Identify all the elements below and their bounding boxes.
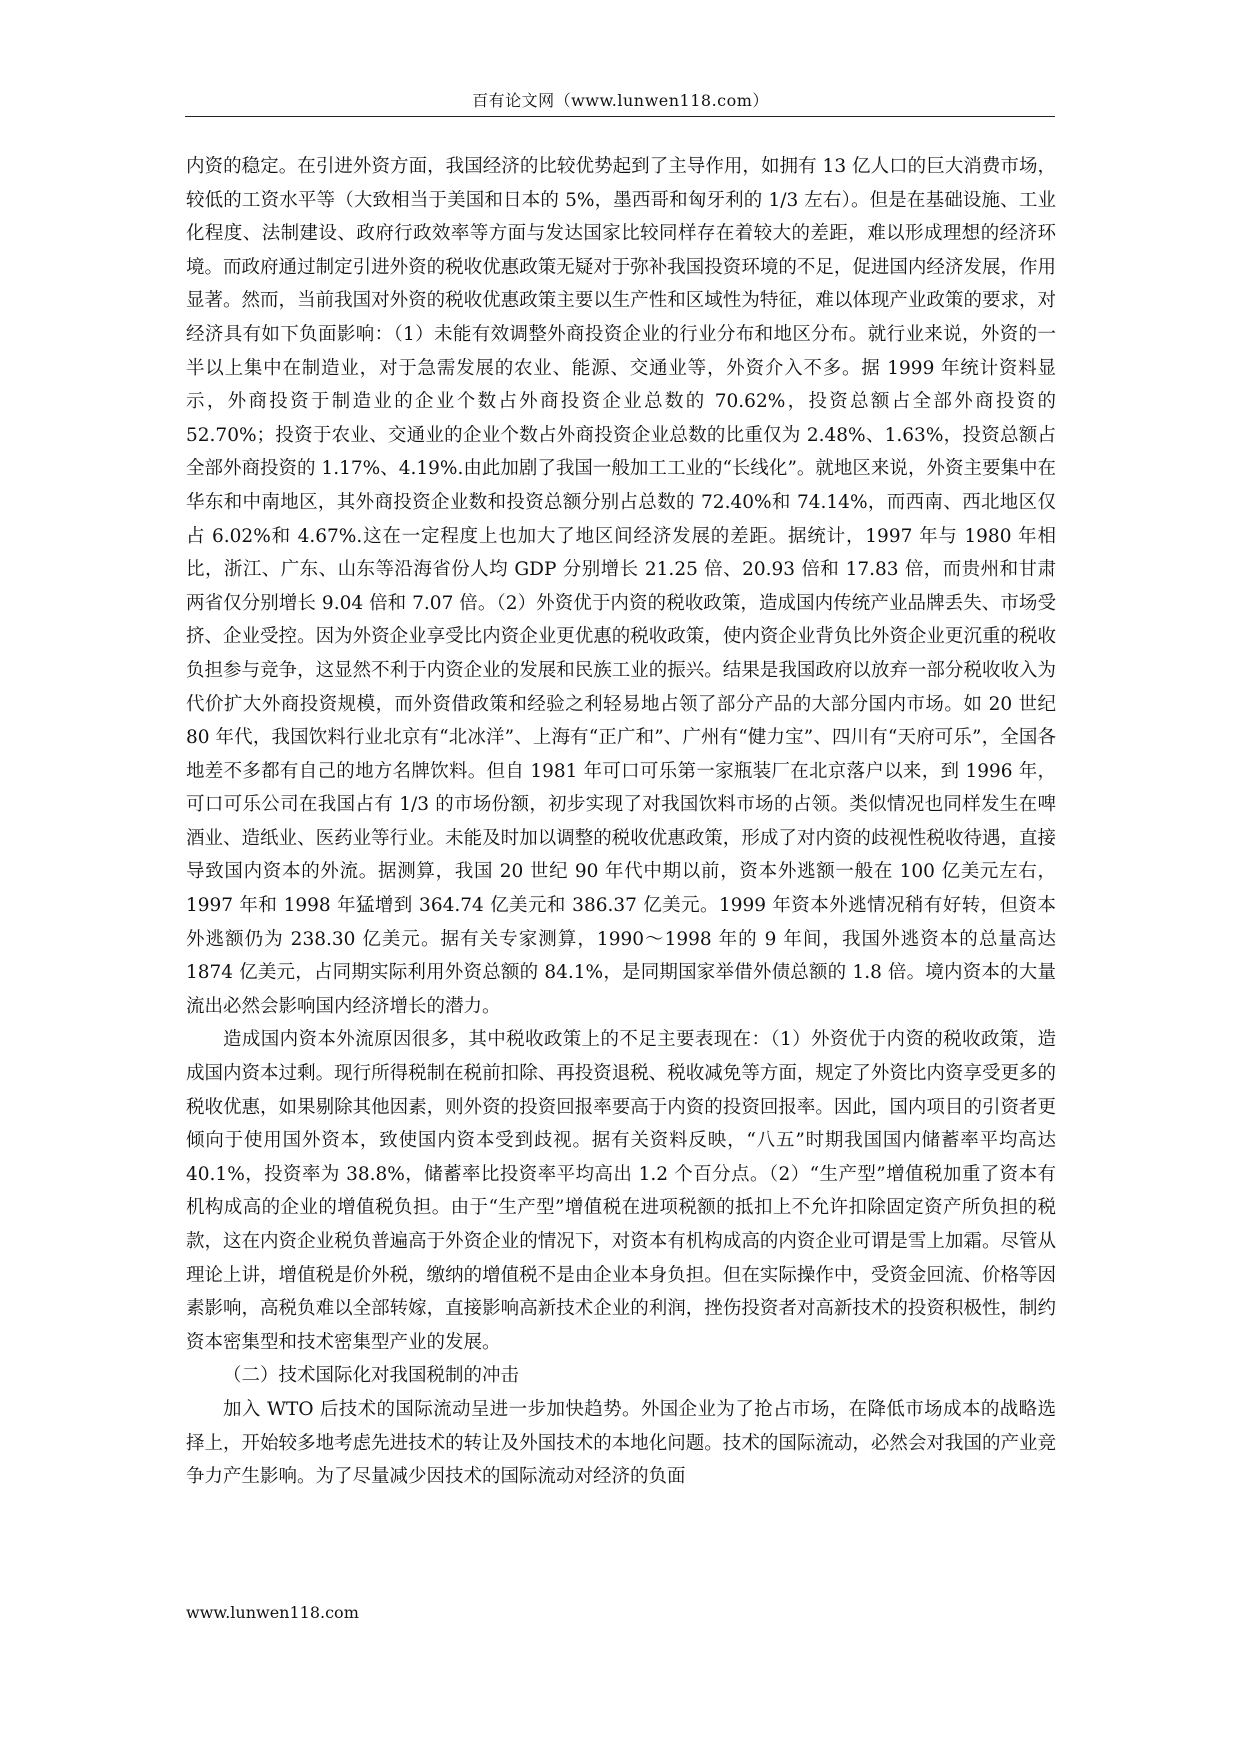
footer-url: www.lunwen118.com	[186, 1603, 359, 1622]
page-header	[0, 88, 1241, 111]
page-footer	[186, 1603, 359, 1622]
paragraph-technology: 加入 WTO 后技术的国际流动呈进一步加快趋势。外国企业为了抢占市场，在降低市场成本的战略选择上，开始较多地考虑先进技术的转让及外国技术的本地化问题。技术的国际流动，必然会对我国的产业竞争力产生影响。为了尽量减少因技术的国际流动对经济的负面	[186, 1398, 1056, 1488]
section-heading: （二）技术国际化对我国税制的冲击	[223, 1365, 520, 1387]
paragraph-capital-outflow: 造成国内资本外流原因很多，其中税收政策上的不足主要表现在：（1）外资优于内资的税收政策，造成国内资本过剩。现行所得税制在税前扣除、再投资退税、税收减免等方面，规定了外资比内资享受更多的税收优惠，如果剔除其他因素，则外资的投资回报率要高于内资的投资回报率。因此，国内项目的引资者更倾向于使用国外资本，致使国内资本受到歧视。据有关资料反映，“八五”时期我国国内储蓄率平均高达 40.1%，投资率为 38.8%，储蓄率比投资率平均高出 1.2 个百分点。（2）“生产型”增值税加重了资本有机构成高的企业的增值税负担。由于“生产型”增值税在进项税额的抵扣上不允许扣除固定资产所负担的税款，这在内资企业税负普遍高于外资企业的情况下，对资本有机构成高的内资企业可谓是雪上加霜。尽管从理论上讲，增值税是价外税，缴纳的增值税不是由企业本身负担。但在实际操作中，受资金回流、价格等因素影响，高税负难以全部转嫁，直接影响高新技术企业的利润，挫伤投资者对高新技术的投资积极性，制约资本密集型和技术密集型产业的发展。	[186, 1029, 1056, 1353]
paragraph-continuation: 内资的稳定。在引进外资方面，我国经济的比较优势起到了主导作用，如拥有 13 亿人口的巨大消费市场，较低的工资水平等（大致相当于美国和日本的 5%，墨西哥和匈牙利的 1/3 左右）。但是在基础设施、工业化程度、法制建设、政府行政效率等方面与发达国家比较同样存在着较大的差距，难以形成理想的经济环境。而政府通过制定引进外资的税收优惠政策无疑对于弥补我国投资环境的不足，促进国内经济发展，作用显著。然而，当前我国对外资的税收优惠政策主要以生产性和区域性为特征，难以体现产业政策的要求，对经济具有如下负面影响：（1）未能有效调整外商投资企业的行业分布和地区分布。就行业来说，外资的一半以上集中在制造业，对于急需发展的农业、能源、交通业等，外资介入不多。据 1999 年统计资料显示，外商投资于制造业的企业个数占外商投资企业总数的 70.62%，投资总额占全部外商投资的 52.70%；投资于农业、交通业的企业个数占外商投资企业总数的比重仅为 2.48%、1.63%，投资总额占全部外商投资的 1.17%、4.19%.由此加剧了我国一般加工工业的“长线化”。就地区来说，外资主要集中在华东和中南地区，其外商投资企业数和投资总额分别占总数的 72.40%和 74.14%，而西南、西北地区仅占 6.02%和 4.67%.这在一定程度上也加大了地区间经济发展的差距。据统计，1997 年与 1980 年相比，浙江、广东、山东等沿海省份人均 GDP 分别增长 21.25 倍、20.93 倍和 17.83 倍，而贵州和甘肃两省仅分别增长 9.04 倍和 7.07 倍。（2）外资优于内资的税收政策，造成国内传统产业品牌丢失、市场受挤、企业受控。因为外资企业享受比内资企业更优惠的税收政策，使内资企业背负比外资企业更沉重的税收负担参与竞争，这显然不利于内资企业的发展和民族工业的振兴。结果是我国政府以放弃一部分税收收入为代价扩大外商投资规模，而外资借政策和经验之利轻易地占领了部分产品的大部分国内市场。如 20 世纪 80 年代，我国饮料行业北京有“北冰洋”、上海有“正广和”、广州有“健力宝”、四川有“天府可乐”，全国各地差不多都有自己的地方名牌饮料。但自 1981 年可口可乐第一家瓶装厂在北京落户以来，到 1996 年，可口可乐公司在我国占有 1/3 的市场份额，初步实现了对我国饮料市场的占领。类似情况也同样发生在啤酒业、造纸业、医药业等行业。未能及时加以调整的税收优惠政策，形成了对内资的歧视性税收待遇，直接导致国内资本的外流。据测算，我国 20 世纪 90 年代中期以前，资本外逃额一般在 100 亿美元左右，1997 年和 1998 年猛增到 364.74 亿美元和 386.37 亿美元。1999 年资本外逃情况稍有好转，但资本外逃额仍为 238.30 亿美元。据有关专家测算，1990～1998 年的 9 年间，我国外逃资本的总量高达 1874 亿美元，占同期实际利用外资总额的 84.1%，是同期国家举借外债总额的 1.8 倍。境内资本的大量流出必然会影响国内经济增长的潜力。	[186, 156, 1056, 1017]
document-body	[186, 150, 1056, 1494]
header-rule	[185, 116, 1055, 117]
site-title: 百有论文网（www.lunwen118.com）	[472, 91, 769, 110]
